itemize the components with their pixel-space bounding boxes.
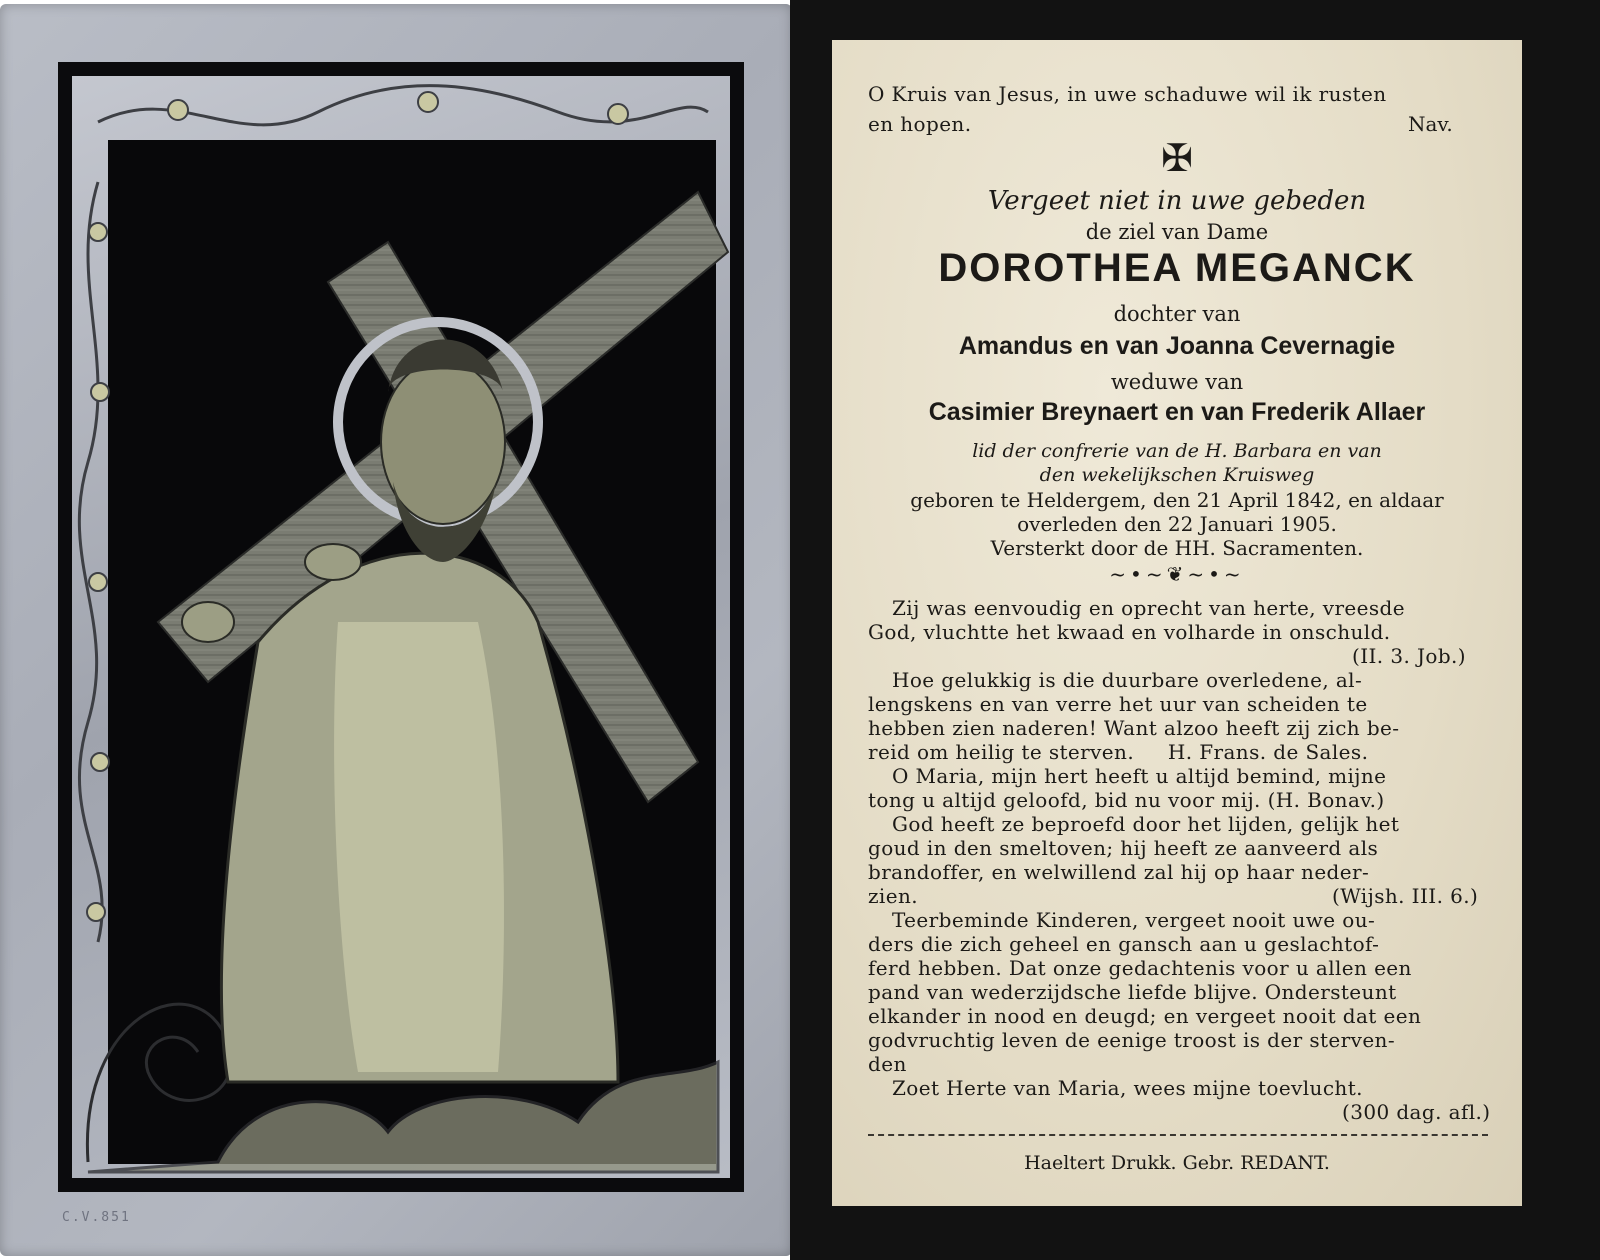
text-line: godvruchtig leven de eenige troost is der sterven- xyxy=(868,1028,1395,1052)
text-line: reid om heilig te sterven. H. Frans. de Sales. xyxy=(868,740,1369,764)
christ-carrying-cross-illustration xyxy=(58,62,744,1192)
membership-line-1: lid der confrerie van de H. Barbara en van xyxy=(972,440,1382,462)
text-line: Hoe gelukkig is die duurbare overledene, al- xyxy=(892,668,1363,692)
death-line: overleden den 22 Januari 1905. xyxy=(1017,512,1337,536)
text-line: ferd hebben. Dat onze gedachtenis voor u allen een xyxy=(868,956,1412,980)
text-line: tong u altijd geloofd, bid nu voor mij. (H. Bonav.) xyxy=(868,788,1385,812)
birth-line: geboren te Heldergem, den 21 April 1842, en aldaar xyxy=(910,488,1444,512)
parents-names: Amandus en van Joanna Cevernagie xyxy=(958,332,1396,360)
text-line: goud in den smeltoven; hij heeft ze aanveerd als xyxy=(868,836,1379,860)
text-line: O Maria, mijn hert heeft u altijd bemind, mijne xyxy=(892,764,1387,788)
text-line: Teerbeminde Kinderen, vergeet nooit uwe ou- xyxy=(892,908,1376,932)
text-line: (300 dag. afl.) xyxy=(1342,1100,1491,1124)
memorial-text-panel xyxy=(832,40,1522,1206)
daughter-of-label: dochter van xyxy=(1113,302,1241,326)
black-frame xyxy=(58,62,744,1192)
text-line: (II. 3. Job.) xyxy=(1352,644,1466,668)
ornamental-divider: ~•~❦~•~ xyxy=(1109,562,1245,586)
husbands-names: Casimier Breynaert en van Frederik Allaer xyxy=(928,398,1426,426)
epigraph-line-1: O Kruis van Jesus, in uwe schaduwe wil ik rusten xyxy=(868,82,1387,106)
prayer-request: Vergeet niet in uwe gebeden xyxy=(987,186,1367,216)
text-line: Zoet Herte van Maria, wees mijne toevlucht. xyxy=(892,1076,1363,1100)
footer-divider xyxy=(868,1134,1488,1136)
text-line: den xyxy=(868,1052,907,1076)
epigraph-source: Nav. xyxy=(1408,112,1453,136)
text-line: elkander in nood en deugd; en vergeet nooit dat een xyxy=(868,1004,1422,1028)
print-code: C.V.851 xyxy=(62,1210,131,1225)
text-line: ders die zich geheel en gansch aan u geslachtof- xyxy=(868,932,1380,956)
text-line: God, vluchtte het kwaad en volharde in onschuld. xyxy=(868,620,1391,644)
soul-of-label: de ziel van Dame xyxy=(1085,220,1269,244)
text-line: brandoffer, en welwillend zal hij op haar neder- xyxy=(868,860,1370,884)
holy-card-back xyxy=(790,0,1600,1260)
text-line: lengskens en van verre het uur van scheiden te xyxy=(868,692,1368,716)
printer-credit: Haeltert Drukk. Gebr. REDANT. xyxy=(1024,1152,1330,1174)
text-line: zien. xyxy=(868,884,919,908)
text-line: Zij was eenvoudig en oprecht van herte, vreesde xyxy=(892,596,1405,620)
text-line: pand van wederzijdsche liefde blijve. Ondersteunt xyxy=(868,980,1397,1004)
sacraments-line: Versterkt door de HH. Sacramenten. xyxy=(990,536,1364,560)
text-line: hebben zien naderen! Want alzoo heeft zij zich be- xyxy=(868,716,1400,740)
widow-of-label: weduwe van xyxy=(1110,370,1244,394)
epigraph-line-2: en hopen. xyxy=(868,112,972,136)
holy-card-front xyxy=(0,4,792,1256)
text-line: (Wijsh. III. 6.) xyxy=(1332,884,1479,908)
cross-icon: ✠ xyxy=(1161,136,1193,180)
membership-line-2: den wekelijkschen Kruisweg xyxy=(1039,464,1315,486)
deceased-name: DOROTHEA MEGANCK xyxy=(938,246,1416,290)
text-line: God heeft ze beproefd door het lijden, gelijk het xyxy=(892,812,1400,836)
